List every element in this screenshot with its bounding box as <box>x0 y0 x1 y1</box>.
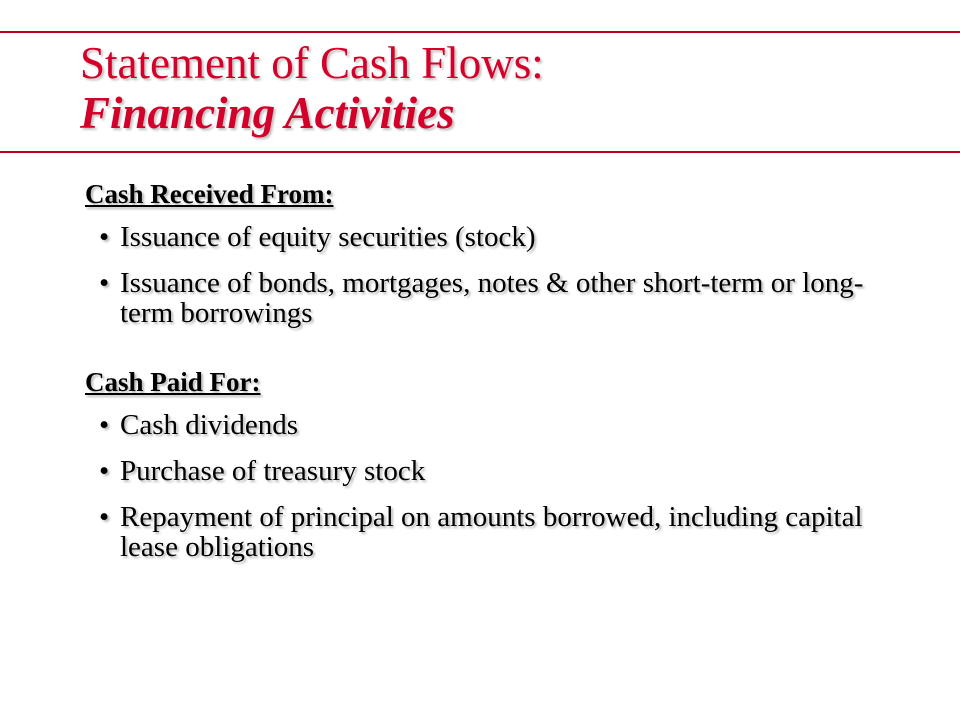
list-item: • Repayment of principal on amounts borrowed, including capital lease obligations <box>85 502 905 562</box>
cash-paid-list <box>85 410 905 562</box>
bottom-rule <box>0 151 960 153</box>
list-item: • Cash dividends <box>85 410 905 440</box>
top-rule <box>0 31 960 33</box>
title-line-2: Financing Activities <box>80 88 455 138</box>
list-item: • Issuance of bonds, mortgages, notes & other short-term or long-term borrowings <box>85 268 905 328</box>
slide-title <box>80 38 544 138</box>
list-item: • Purchase of treasury stock <box>85 456 905 486</box>
list-item: • Issuance of equity securities (stock) <box>85 222 905 252</box>
cash-received-list <box>85 222 905 328</box>
slide-body <box>85 178 905 578</box>
heading-cash-received: Cash Received From: <box>85 179 334 209</box>
title-line-1: Statement of Cash Flows: <box>80 38 544 88</box>
heading-cash-paid: Cash Paid For: <box>85 367 261 397</box>
